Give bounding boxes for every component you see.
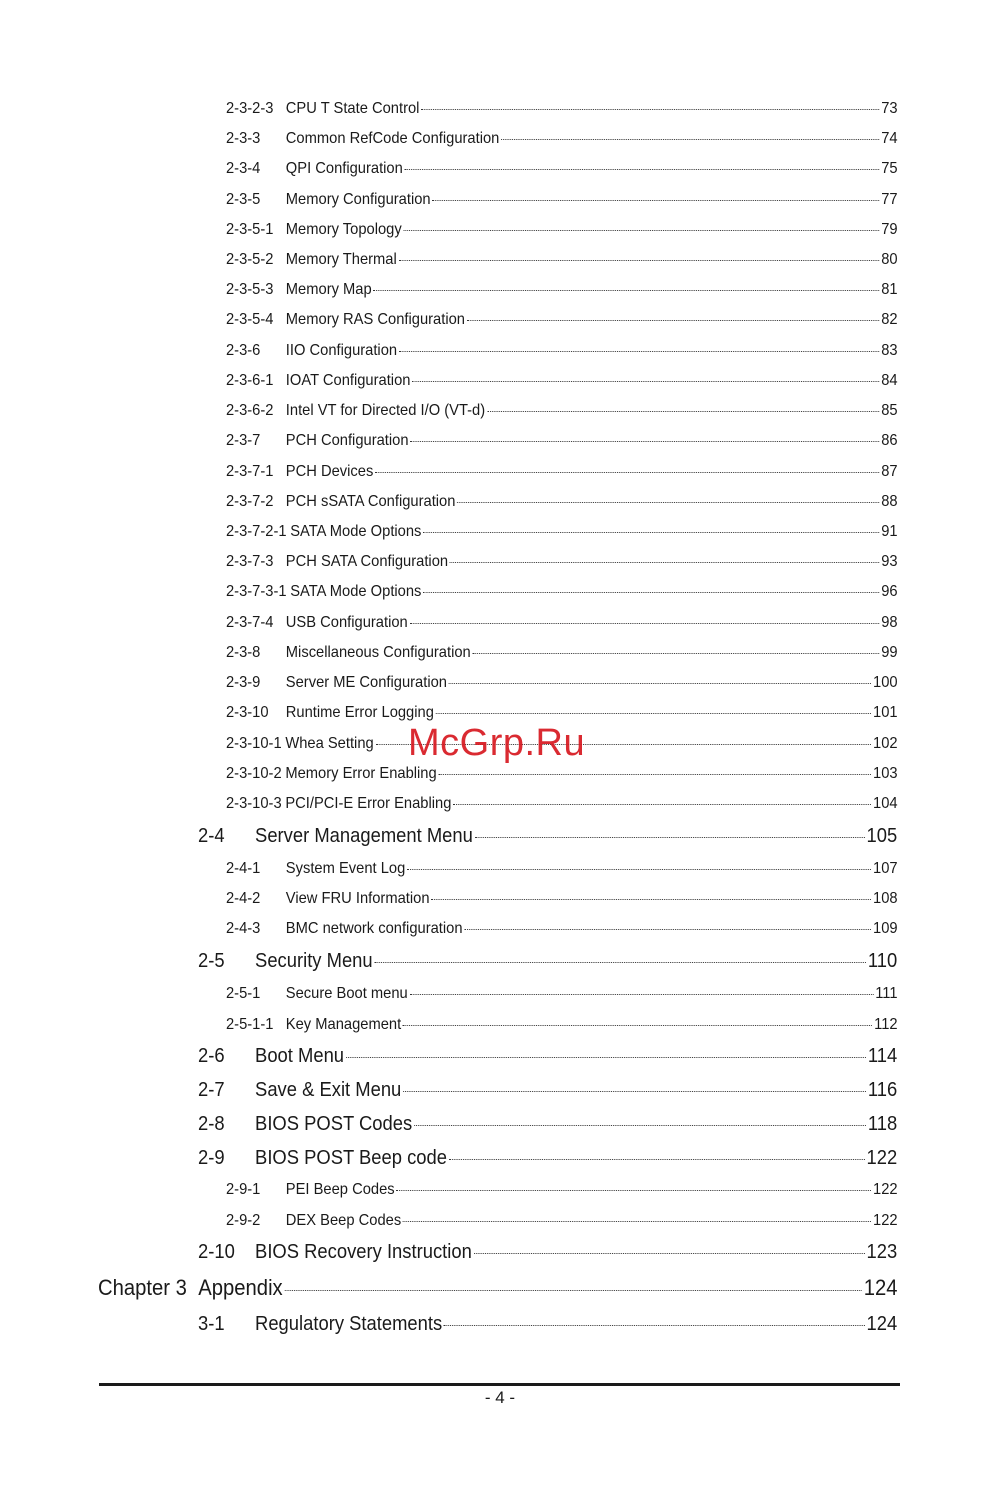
toc-entry-number: 2-3-5 (226, 191, 261, 208)
dot-leader (346, 1057, 866, 1058)
toc-section-entry[interactable] (198, 1079, 897, 1105)
toc-entry-title: Whea Setting (285, 735, 374, 752)
dot-leader (467, 320, 880, 321)
toc-entry-number: 2-7 (198, 1079, 225, 1101)
dot-leader (475, 837, 865, 838)
toc-entry-page: 122 (873, 1212, 898, 1229)
toc-entry-number: 2-4-3 (226, 920, 261, 937)
toc-entry-page: 122 (873, 1181, 898, 1198)
dot-leader (453, 804, 871, 805)
dot-leader (399, 260, 880, 261)
toc-entry-page: 99 (881, 644, 898, 661)
toc-entry-title: SATA Mode Options (290, 523, 422, 540)
dot-leader (412, 381, 879, 382)
dot-leader (403, 1091, 866, 1092)
toc-section-entry[interactable] (198, 1147, 897, 1173)
toc-entry-number: 2-3-3 (226, 130, 261, 147)
toc-entry-title: Memory Configuration (285, 191, 431, 208)
dot-leader (414, 1125, 866, 1126)
toc-entry[interactable] (226, 402, 898, 424)
toc-entry-title: System Event Log (285, 860, 406, 877)
toc-entry-page: 124 (863, 1275, 898, 1300)
toc-entry-number: 2-6 (198, 1045, 225, 1067)
toc-entry-page: 74 (881, 130, 898, 147)
toc-entry-title: BMC network configuration (285, 920, 463, 937)
toc-entry-title: BIOS Recovery Instruction (255, 1241, 472, 1263)
toc-entry[interactable] (226, 674, 898, 696)
toc-entry[interactable] (226, 221, 898, 243)
toc-entry[interactable] (226, 765, 898, 787)
toc-entry-title: Memory Thermal (285, 251, 397, 268)
toc-entry[interactable] (226, 985, 898, 1007)
toc-entry-title: Key Management (285, 1016, 402, 1033)
toc-entry-number: 2-3-7-1 (226, 463, 274, 480)
toc-entry-page: 93 (881, 553, 898, 570)
dot-leader (285, 1290, 862, 1291)
toc-entry-page: 75 (881, 160, 898, 177)
watermark: McGrp.Ru (408, 722, 586, 764)
toc-entry[interactable] (226, 795, 898, 817)
toc-entry-number: 2-3-4 (226, 160, 261, 177)
toc-entry-number: Chapter 3 (98, 1275, 187, 1300)
toc-entry[interactable] (226, 860, 898, 882)
toc-entry-number: 2-3-8 (226, 644, 261, 661)
toc-entry[interactable] (226, 160, 898, 182)
toc-entry-title: View FRU Information (285, 890, 430, 907)
toc-entry-title: Secure Boot menu (285, 985, 408, 1002)
footer-divider (99, 1383, 900, 1386)
toc-entry-title: PEI Beep Codes (285, 1181, 395, 1198)
toc-entry-number: 2-9-1 (226, 1181, 261, 1198)
toc-entry-number: 2-3-9 (226, 674, 261, 691)
toc-entry-page: 118 (867, 1113, 898, 1135)
toc-entry-page: 110 (867, 950, 898, 972)
dot-leader (501, 139, 879, 140)
toc-entry-page: 116 (867, 1079, 898, 1101)
toc-entry-number: 2-9 (198, 1147, 225, 1169)
toc-entry[interactable] (226, 493, 898, 515)
toc-entry-title: Memory Error Enabling (285, 765, 437, 782)
dot-leader (403, 1221, 871, 1222)
dot-leader (457, 502, 879, 503)
toc-entry-page: 105 (866, 825, 898, 847)
toc-entry[interactable] (226, 463, 898, 485)
toc-section-entry[interactable] (198, 950, 897, 976)
toc-section-entry[interactable] (198, 1241, 897, 1267)
toc-entry-title: IOAT Configuration (285, 372, 411, 389)
toc-entry[interactable] (226, 251, 898, 273)
dot-leader (439, 774, 872, 775)
toc-entry-number: 2-3-7-3-1 (226, 583, 287, 600)
toc-entry[interactable] (226, 583, 898, 605)
toc-section-entry[interactable] (198, 1313, 897, 1339)
toc-entry-number: 2-10 (198, 1241, 235, 1263)
toc-entry-number: 2-3-7-2-1 (226, 523, 287, 540)
toc-entry-page: 77 (881, 191, 898, 208)
toc-entry-title: BIOS POST Codes (255, 1113, 413, 1135)
dot-leader (449, 1159, 865, 1160)
toc-entry-title: Boot Menu (255, 1045, 345, 1067)
toc-entry-title: Memory Topology (285, 221, 402, 238)
toc-entry-page: 91 (881, 523, 898, 540)
toc-entry-page: 108 (873, 890, 898, 907)
toc-entry-title: Memory Map (285, 281, 372, 298)
dot-leader (399, 351, 879, 352)
toc-entry-title: PCH Devices (285, 463, 374, 480)
toc-entry-page: 112 (874, 1016, 898, 1033)
toc-entry-page: 83 (881, 342, 898, 359)
toc-entry-title: Common RefCode Configuration (285, 130, 500, 147)
toc-chapter-entry[interactable] (98, 1275, 897, 1305)
toc-entry-page: 103 (873, 765, 898, 782)
toc-entry-page: 122 (866, 1147, 898, 1169)
toc-entry-title: Runtime Error Logging (285, 704, 434, 721)
toc-entry-page: 84 (881, 372, 898, 389)
toc-entry-page: 85 (881, 402, 898, 419)
dot-leader (423, 592, 879, 593)
toc-entry-page: 107 (873, 860, 898, 877)
toc-entry[interactable] (226, 1016, 898, 1038)
toc-entry[interactable] (226, 342, 898, 364)
toc-entry-page: 80 (881, 251, 898, 268)
toc-entry[interactable] (226, 890, 898, 912)
toc-entry-title: Server ME Configuration (285, 674, 447, 691)
toc-entry-title: PCH Configuration (285, 432, 409, 449)
dot-leader (410, 441, 879, 442)
toc-entry-title: PCH SATA Configuration (285, 553, 449, 570)
toc-entry-number: 2-3-10 (226, 704, 269, 721)
toc-section-entry[interactable] (198, 825, 897, 851)
toc-entry-number: 2-3-7-2 (226, 493, 274, 510)
toc-entry-page: 123 (866, 1241, 898, 1263)
toc-entry-number: 2-3-5-1 (226, 221, 274, 238)
dot-leader (444, 1325, 865, 1326)
dot-leader (464, 929, 871, 930)
toc-entry-title: Regulatory Statements (255, 1313, 443, 1335)
page-number: - 4 - (484, 1388, 516, 1407)
toc-section-entry[interactable] (198, 1045, 897, 1071)
toc-entry-title: Server Management Menu (255, 825, 473, 847)
toc-entry-page: 82 (881, 311, 898, 328)
toc-entry-page: 86 (881, 432, 898, 449)
toc-entry-page: 101 (873, 704, 898, 721)
toc-entry-number: 3-1 (198, 1313, 225, 1335)
toc-entry-number: 2-3-10-1 (226, 735, 282, 752)
toc-entry-title: Security Menu (255, 950, 373, 972)
toc-entry-title: QPI Configuration (285, 160, 403, 177)
dot-leader (405, 169, 880, 170)
dot-leader (421, 109, 879, 110)
dot-leader (431, 899, 871, 900)
toc-section-entry[interactable] (198, 1113, 897, 1139)
toc-entry-number: 2-3-2-3 (226, 100, 274, 117)
toc-entry-page: 100 (873, 674, 898, 691)
toc-entry-page: 96 (881, 583, 898, 600)
toc-entry-title: IIO Configuration (285, 342, 398, 359)
toc-entry[interactable] (226, 1181, 898, 1203)
dot-leader (374, 962, 866, 963)
toc-entry[interactable] (226, 281, 898, 303)
dot-leader (404, 230, 880, 231)
toc-entry-number: 2-5 (198, 950, 225, 972)
dot-leader (410, 623, 880, 624)
toc-entry[interactable] (226, 644, 898, 666)
dot-leader (374, 290, 880, 291)
dot-leader (403, 1025, 872, 1026)
toc-entry-number: 2-3-7-3 (226, 553, 274, 570)
toc-entry-number: 2-8 (198, 1113, 225, 1135)
toc-entry[interactable] (226, 191, 898, 213)
toc-entry-number: 2-3-6 (226, 342, 261, 359)
toc-entry-page: 98 (881, 614, 898, 631)
toc-entry-page: 81 (881, 281, 898, 298)
toc-entry-number: 2-5-1-1 (226, 1016, 274, 1033)
dot-leader (410, 994, 874, 995)
toc-entry-title: Save & Exit Menu (255, 1079, 402, 1101)
toc-entry-title: Memory RAS Configuration (285, 311, 465, 328)
toc-entry-page: 104 (873, 795, 898, 812)
dot-leader (449, 683, 871, 684)
toc-entry-number: 2-3-6-2 (226, 402, 274, 419)
toc-entry-title: SATA Mode Options (290, 583, 422, 600)
toc-entry-page: 73 (881, 100, 898, 117)
dot-leader (450, 562, 879, 563)
toc-entry[interactable] (226, 432, 898, 454)
toc-entry-number: 2-3-6-1 (226, 372, 274, 389)
toc-entry-number: 2-3-5-3 (226, 281, 274, 298)
dot-leader (487, 411, 879, 412)
toc-entry[interactable] (226, 372, 898, 394)
toc-entry-title: Miscellaneous Configuration (285, 644, 471, 661)
toc-entry-number: 2-3-5-4 (226, 311, 274, 328)
toc-entry-number: 2-4-2 (226, 890, 261, 907)
toc-entry[interactable] (226, 553, 898, 575)
toc-entry[interactable] (226, 1212, 898, 1234)
dot-leader (423, 532, 879, 533)
toc-entry[interactable] (226, 920, 898, 942)
toc-entry[interactable] (226, 614, 898, 636)
toc-entry-page: 102 (873, 735, 898, 752)
toc-entry-page: 109 (873, 920, 898, 937)
toc-entry-title: CPU T State Control (285, 100, 420, 117)
dot-leader (436, 713, 871, 714)
dot-leader (407, 869, 871, 870)
toc-entry-title: PCH sSATA Configuration (285, 493, 456, 510)
toc-entry-page: 88 (881, 493, 898, 510)
toc-entry[interactable] (226, 523, 898, 545)
toc-entry-title: PCI/PCI-E Error Enabling (285, 795, 452, 812)
toc-entry-number: 2-3-5-2 (226, 251, 274, 268)
toc-entry-number: 2-3-7-4 (226, 614, 274, 631)
toc-entry-page: 79 (881, 221, 898, 238)
toc-entry-page: 111 (875, 985, 898, 1002)
dot-leader (432, 200, 879, 201)
dot-leader (396, 1190, 871, 1191)
toc-entry-number: 2-4-1 (226, 860, 261, 877)
toc-entry-title: BIOS POST Beep code (255, 1147, 447, 1169)
toc-entry-title: Appendix (198, 1275, 283, 1300)
toc-entry-title: DEX Beep Codes (285, 1212, 402, 1229)
toc-entry-number: 2-3-7 (226, 432, 261, 449)
toc-entry-number: 2-9-2 (226, 1212, 261, 1229)
toc-entry-number: 2-5-1 (226, 985, 261, 1002)
toc-entry-number: 2-3-10-3 (226, 795, 282, 812)
toc-entry-page: 87 (881, 463, 898, 480)
toc-entry-page: 124 (866, 1313, 898, 1335)
toc-entry-title: USB Configuration (285, 614, 408, 631)
toc-entry-number: 2-3-10-2 (226, 765, 282, 782)
dot-leader (474, 1253, 865, 1254)
toc-entry-number: 2-4 (198, 825, 225, 847)
dot-leader (473, 653, 880, 654)
toc-entry[interactable] (226, 100, 898, 122)
toc-entry-page: 114 (867, 1045, 898, 1067)
dot-leader (375, 472, 879, 473)
toc-entry-title: Intel VT for Directed I/O (VT-d) (285, 402, 486, 419)
toc-entry[interactable] (226, 311, 898, 333)
toc-entry[interactable] (226, 130, 898, 152)
